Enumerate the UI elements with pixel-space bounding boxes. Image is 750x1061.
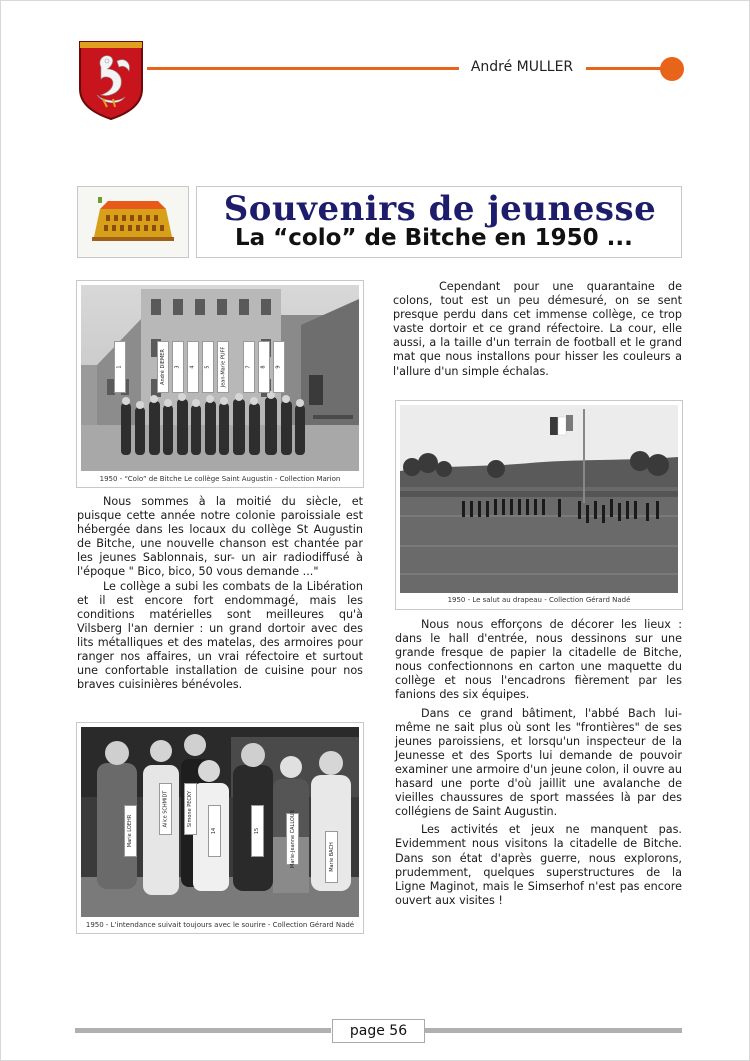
person-label: Marie-Jeanne CALLOUX: [286, 813, 299, 865]
footer-rule-left: [75, 1028, 331, 1033]
college-photo-frame: [76, 280, 364, 488]
page-title: Souvenirs de jeunesse: [223, 189, 657, 229]
person-label: André DIEMER: [157, 341, 169, 393]
person-label: 3: [172, 341, 184, 393]
person-label: Simone PECKY: [184, 783, 197, 835]
building-thumbnail-icon: [77, 186, 189, 258]
footer-rule-right: [425, 1028, 682, 1033]
person-label: 4: [187, 341, 199, 393]
photo-caption: 1950 - Le salut au drapeau - Collection Gérard Nadé: [447, 596, 631, 604]
title-box: [196, 186, 682, 258]
page-subtitle: La “colo” de Bitche en 1950 ...: [235, 225, 633, 251]
header-rule-left: [147, 67, 459, 70]
author-name: André MULLER: [470, 59, 574, 75]
paragraph: Le collège a subi les combats de la Libération et il est encore fort endommagé, mais les conditions matérielles sont meilleures qu'à Vilsberg l'an dernier : un grand dortoir avec des lits métalliques et des matelas, des armoires pour ranger nos affaires, un vrai réfectoire et surtout une confortable installation de cuisine pour nos braves cuisinières bénévoles.: [77, 579, 363, 692]
person-label: Alice SCHMIDT: [159, 783, 172, 835]
person-label: Jean-Marie PUFF: [217, 341, 229, 393]
person-label: 14: [208, 805, 221, 857]
college-photo: [81, 285, 359, 471]
paragraph: Nous nous efforçons de décorer les lieux : dans le hall d'entrée, nous dessinons sur une grande fresque de papier la citadelle de Bitche, nous confectionnons en carton une maquette du collège et nous l'encadrons fièrement par les fanions des six équipes.: [395, 618, 682, 702]
right-text-column-bottom: [395, 618, 682, 908]
paragraph: Les activités et jeux ne manquent pas. Evidemment nous visitons la citadelle de Bitche. Dans son état d'après guerre, nous explorons, prudemment, quelques superstructures de la Ligne Maginot, mais le Simserhof n'est pas encore ouvert aux visites !: [395, 823, 682, 907]
person-label: 7: [243, 341, 255, 393]
right-text-column-top: [393, 280, 682, 379]
photo-caption: 1950 - L'intendance suivait toujours avec le sourire - Collection Gérard Nadé: [85, 921, 355, 929]
intendance-photo: [81, 727, 359, 917]
person-label: 15: [251, 805, 264, 857]
person-label: 5: [202, 341, 214, 393]
paragraph: Nous sommes à la moitié du siècle, et puisque cette année notre colonie paroissiale est hébergée dans les locaux du collège St Augustin de Bitche, une nouvelle chanson est chantée par les jeunes Sablonnais, sur- un air radiodiffusé à l'époque " Bico, bico, 50 vous demande ...": [77, 495, 363, 579]
flag-photo-frame: [395, 400, 683, 610]
paragraph: Cependant pour une quarantaine de colons, tout est un peu démesuré, on se sent presque perdu dans cet immense collège, ce trop vaste dortoir et ce grand réfectoire. La cour, elle aussi, a la taille d'un terrain de football et le grand mat que nous installons pour hisser les couleurs a l'allure d'un simple échalas.: [393, 280, 682, 378]
person-label: 1: [114, 341, 126, 393]
flag-photo: [400, 405, 678, 593]
person-label: 8: [258, 341, 270, 393]
header-dot: [660, 57, 684, 81]
page-number: page 56: [332, 1019, 425, 1043]
photo-caption: 1950 - “Colo” de Bitche Le collège Saint Augustin - Collection Marion: [99, 475, 341, 483]
intendance-photo-frame: [76, 722, 364, 934]
person-label: Marie BACH: [325, 831, 338, 883]
left-text-column: [77, 495, 363, 692]
header-rule-right: [586, 67, 666, 70]
red-shield-dragon-crest-icon: [77, 39, 145, 121]
person-label: Marie LOEHR: [124, 805, 137, 857]
person-label: 9: [273, 341, 285, 393]
paragraph: Dans ce grand bâtiment, l'abbé Bach lui-même ne sait plus où sont les "frontières" de ses jeunes paroissiens, et lorsqu'un inspecteur de la Jeunesse et des Sports lui demande de pouvoir examiner une armoire d'un jeune colon, il ouvre au hasard une porte d'où jaillit une avalanche de vieilles chaussures de sport massées là par des collégiens de Saint Augustin.: [395, 706, 682, 819]
